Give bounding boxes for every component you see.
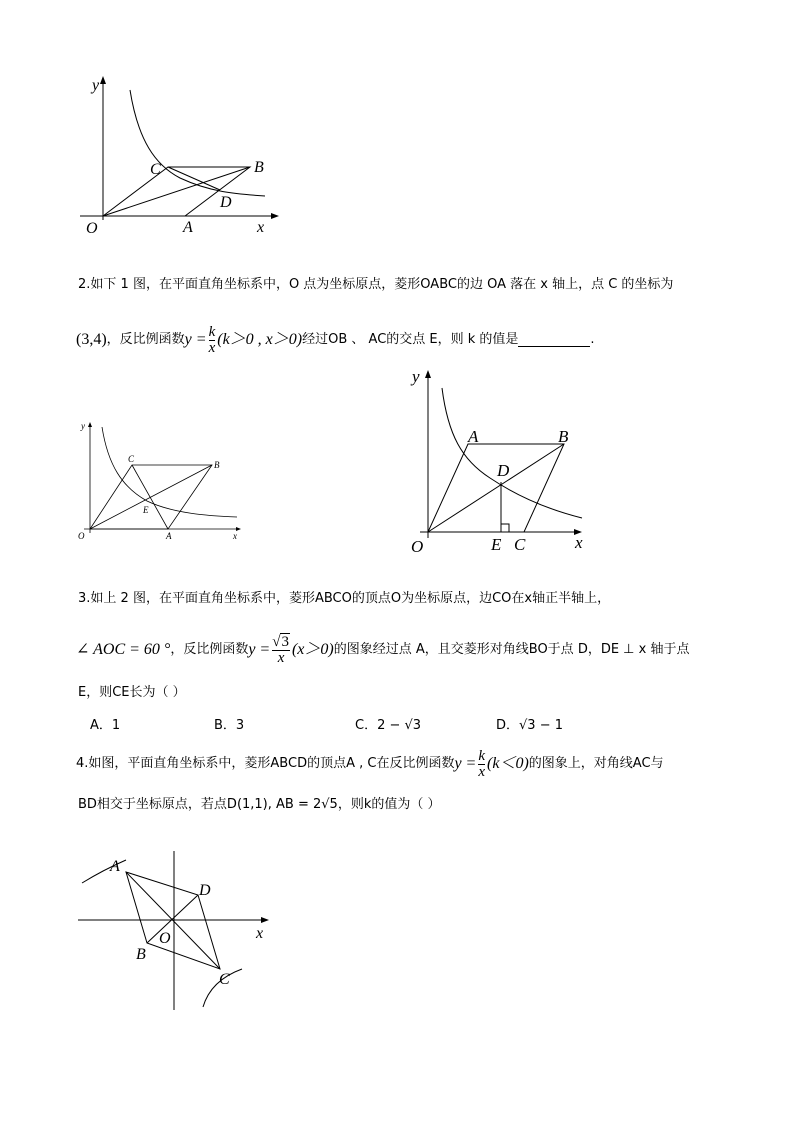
fig1-d-label: D <box>220 194 232 211</box>
q3-line2 <box>76 628 689 672</box>
fig2b-e-label: E <box>491 535 502 554</box>
fig1-x-label: x <box>257 219 265 236</box>
q2-end: . <box>590 332 595 347</box>
q3-text-line1: 如上 2 图，在平面直角坐标系中，菱形ABCO的顶点O为坐标原点，边CO在x轴正半轴上， <box>90 591 611 606</box>
q3-option-d[interactable] <box>496 714 563 733</box>
fig1-b-label: B <box>254 159 264 176</box>
q3-option-b[interactable] <box>214 714 244 733</box>
q4-frac-num: k <box>478 747 486 764</box>
q4-number: 4. <box>76 756 89 771</box>
hyperbola-curve <box>442 388 582 518</box>
figure-2b <box>400 360 600 560</box>
fig1-o-label: O <box>86 220 98 237</box>
q3-option-a-value: 1 <box>111 718 121 733</box>
q3-option-c-label: C． <box>355 718 378 733</box>
fig2a-a-label: A <box>166 531 172 541</box>
q3-option-c-value: 2 − √3 <box>377 718 422 733</box>
q3-number: 3. <box>78 591 91 606</box>
q2-condition: (k＞0 , x＞0) <box>217 331 303 348</box>
q3-option-a[interactable] <box>90 714 120 733</box>
q3-option-d-label: D． <box>496 718 520 733</box>
q2-coord: (3,4) <box>76 331 107 348</box>
q3-option-d-value: √3 − 1 <box>519 718 563 733</box>
q2-frac-den: x <box>208 339 216 356</box>
q3-frac-num: 3 <box>281 633 289 650</box>
q3-line3: E，则CE长为（ ） <box>78 685 186 700</box>
fig3-o-label: O <box>159 930 171 947</box>
q3-line1 <box>78 590 610 608</box>
fig3-a-label: A <box>110 858 120 875</box>
q2-answer-blank[interactable] <box>518 334 590 347</box>
q3-fraction: $\frac{√3}{x}$ <box>272 633 289 666</box>
fig1-y-label: y <box>92 77 100 94</box>
fig1-a-label: A <box>183 219 193 236</box>
fig2a-e-label: E <box>143 505 149 515</box>
fig2b-b-label: B <box>558 427 569 446</box>
q4-text-a: 如图，平面直角坐标系中，菱形ABCD的顶点A , C在反比例函数 <box>88 756 455 771</box>
figure-2a <box>72 415 252 545</box>
q2-line2 <box>76 320 595 360</box>
diagonal-ac <box>132 465 168 529</box>
q2-text-b: 经过OB 、 AC的交点 E，则 k 的值是 <box>302 332 519 347</box>
q4-condition: (k＜0) <box>487 755 529 772</box>
q3-text-b: 的图象经过点 A，且交菱形对角线BO于点 D，DE ⊥ x 轴于点 <box>333 642 690 657</box>
fig2b-x-label: x <box>575 533 583 552</box>
q3-option-a-label: A． <box>90 718 112 733</box>
fig2b-d-label: D <box>497 461 510 480</box>
fig3-x-label: x <box>256 925 264 942</box>
fig3-d-label: D <box>199 882 211 899</box>
q2-fraction <box>209 325 216 356</box>
q2-text-a: ，反比例函数 <box>106 332 185 347</box>
fig2a-b-label: B <box>214 460 220 470</box>
q3-frac-den: x <box>277 649 285 666</box>
diagonal-ob <box>90 465 212 529</box>
hyperbola-curve <box>102 427 237 517</box>
segment-cd <box>168 167 220 190</box>
q3-text-a: ，反比例函数 <box>170 642 249 657</box>
q3-angle: ∠ AOC = 60 ° <box>76 641 171 658</box>
fig2a-c-label: C <box>128 454 135 464</box>
q2-line1 <box>78 276 673 294</box>
figure-3 <box>70 845 280 1020</box>
fig1-c-label: C <box>150 161 161 178</box>
fig2a-x-label: x <box>233 531 237 541</box>
fig2b-y-label: y <box>412 367 420 386</box>
fig3-c-label: C <box>219 971 230 988</box>
q3-option-b-value: 3 <box>235 718 245 733</box>
q4-y-eq: y = <box>454 755 477 772</box>
q4-frac-den: x <box>478 763 486 780</box>
q3-option-b-label: B． <box>214 718 236 733</box>
q2-frac-num: k <box>208 323 216 340</box>
q2-text-line1: 如下 1 图，在平面直角坐标系中，O 点为坐标原点，菱形OABC的边 OA 落在 x 轴上，点 C 的坐标为 <box>90 277 674 292</box>
q4-text-b: 的图象上，对角线AC与 <box>528 756 664 771</box>
fig2b-c-label: C <box>514 535 526 554</box>
q2-number: 2. <box>78 277 91 292</box>
q4-line1 <box>76 742 664 786</box>
q2-y-eq: y = <box>184 331 207 348</box>
fig2b-o-label: O <box>411 537 424 556</box>
figure-1 <box>60 70 290 250</box>
q4-line2: BD相交于坐标原点，若点D(1,1), AB = 2√5，则k的值为（ ） <box>78 797 441 812</box>
q3-option-c[interactable] <box>355 714 421 733</box>
right-angle-mark <box>501 524 509 532</box>
x-axis-arrow <box>271 213 279 219</box>
fig2a-o-label: O <box>78 531 85 541</box>
fig2a-y-label: y <box>81 421 85 431</box>
q3-y-eq: y = <box>248 641 271 658</box>
q3-condition: (x＞0) <box>291 641 334 658</box>
fig3-b-label: B <box>136 946 146 963</box>
q4-fraction <box>478 749 485 780</box>
fig2b-a-label: A <box>468 427 479 446</box>
y-axis-arrow <box>100 76 106 84</box>
